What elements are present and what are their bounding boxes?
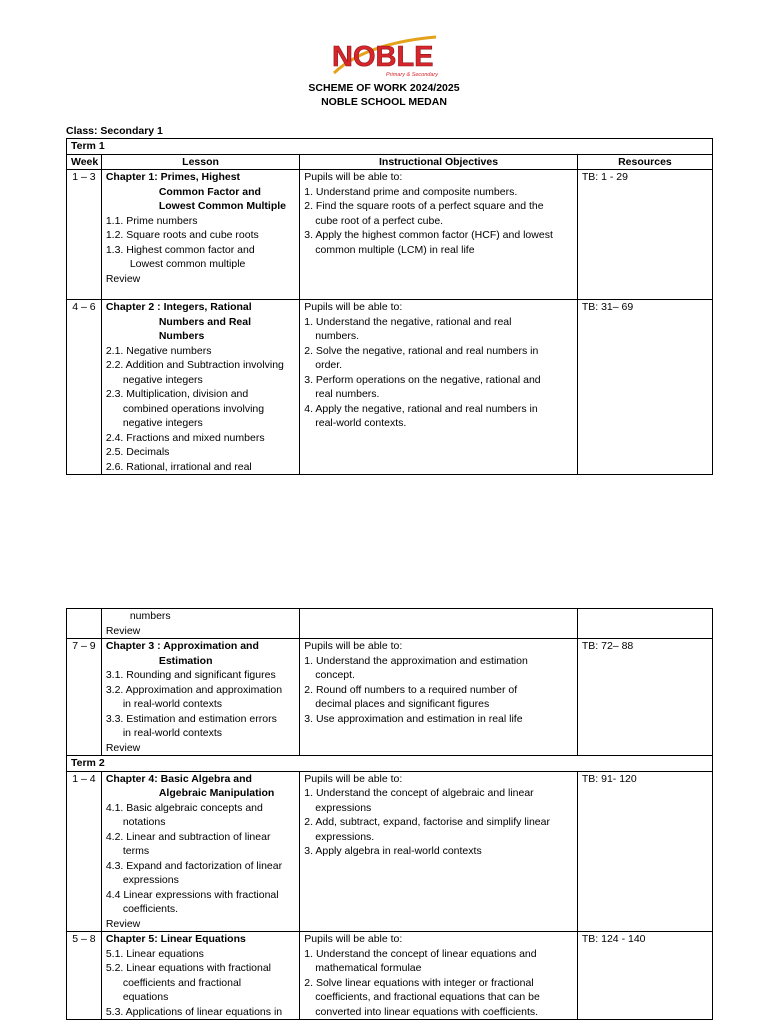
logo-word: NOBLE bbox=[332, 41, 434, 73]
review-label: Review bbox=[105, 272, 141, 285]
table-row bbox=[67, 609, 713, 639]
term-label: Term 2 bbox=[67, 756, 713, 772]
scheme-table-part1 bbox=[66, 138, 713, 475]
term-row bbox=[67, 756, 713, 772]
lesson-item: Lowest common multiple bbox=[129, 258, 246, 270]
lesson-item: 1.1. Prime numbers bbox=[105, 214, 198, 227]
lesson-header: Lesson bbox=[101, 154, 299, 170]
header-row bbox=[67, 154, 713, 170]
term-label: Term 1 bbox=[67, 139, 713, 155]
week-header: Week bbox=[67, 154, 102, 170]
resources-header: Resources bbox=[577, 154, 712, 170]
school-logo bbox=[326, 33, 444, 79]
week-cell: 1 – 4 bbox=[67, 771, 102, 932]
lesson-cell: numbers Review bbox=[101, 609, 299, 639]
resources-cell: TB: 91- 120 bbox=[577, 771, 712, 932]
class-label: Class: Secondary 1 bbox=[66, 125, 163, 137]
week-cell: 5 – 8 bbox=[67, 932, 102, 1020]
lesson-cell: Chapter 3 : Approximation and Estimation 3.1. Rounding and significant figures 3.2. Approximation and approximation in real-world contexts 3.3. Estimation and estimation errors in real-world contexts Review bbox=[101, 639, 299, 756]
lesson-item: 1.3. Highest common factor and bbox=[105, 243, 255, 256]
chapter-title: Chapter 4: Basic Algebra and Algebraic Manipulation bbox=[105, 772, 275, 799]
lesson-item: 1.2. Square roots and cube roots bbox=[105, 229, 259, 241]
chapter-title: Chapter 1: Primes, Highest Common Factor and Lowest Common Multiple bbox=[105, 171, 286, 212]
table-row bbox=[67, 170, 713, 300]
term-row bbox=[67, 139, 713, 155]
objectives-cell: Pupils will be able to: 1. Understand the concept of linear equations and mathematical formulae 2. Solve linear equations with integer or fractional coefficients, and fractional equations that can be converted into linear equations with coefficients. bbox=[300, 932, 578, 1020]
chapter-title: Chapter 5: Linear Equations bbox=[105, 933, 246, 945]
objectives-cell: Pupils will be able to: 1. Understand the concept of algebraic and linear expressions 2. Add, subtract, expand, factorise and simplify linear expressions. 3. Apply algebra in real-world contexts bbox=[300, 771, 578, 932]
week-cell: 1 – 3 bbox=[67, 170, 102, 300]
objectives-cell bbox=[300, 609, 578, 639]
objectives-header: Instructional Objectives bbox=[300, 154, 578, 170]
table-row bbox=[67, 771, 713, 932]
lesson-cell bbox=[101, 170, 299, 300]
school-name: NOBLE SCHOOL MEDAN bbox=[321, 96, 447, 108]
resources-cell: TB: 1 - 29 bbox=[577, 170, 712, 300]
table-row bbox=[67, 300, 713, 475]
resources-cell: TB: 72– 88 bbox=[577, 639, 712, 756]
document-title: SCHEME OF WORK 2024/2025 bbox=[308, 82, 460, 94]
objectives-cell: Pupils will be able to: 1. Understand the negative, rational and real numbers. 2. Solve the negative, rational and real numbers in order. 3. Perform operations on the negative, rational and real numbers. 4. Apply the negative, rational and real numbers in real-world contexts. bbox=[300, 300, 578, 475]
lesson-cell: Chapter 5: Linear Equations 5.1. Linear equations 5.2. Linear equations with fractional coefficients and fractional equations 5.3. Applications of linear equations in bbox=[101, 932, 299, 1020]
resources-cell bbox=[577, 609, 712, 639]
resources-cell: TB: 124 - 140 bbox=[577, 932, 712, 1020]
resources-cell: TB: 31– 69 bbox=[577, 300, 712, 475]
table-row bbox=[67, 639, 713, 756]
week-cell: 7 – 9 bbox=[67, 639, 102, 756]
week-cell: 4 – 6 bbox=[67, 300, 102, 475]
objectives-cell: Pupils will be able to: 1. Understand prime and composite numbers. 2. Find the square roots of a perfect square and the cube root of a perfect cube. 3. Apply the highest common factor (HCF) and lowest common multiple (LCM) in real life bbox=[300, 170, 578, 300]
lesson-cell: Chapter 2 : Integers, Rational Numbers and Real Numbers 2.1. Negative numbers 2.2. Addition and Subtraction involving negative integers 2.3. Multiplication, division and combined operations involving negative integers 2.4. Fractions and mixed numbers 2.5. Decimals 2.6. Rational, irrational and real bbox=[101, 300, 299, 475]
chapter-title: Chapter 2 : Integers, Rational Numbers and Real Numbers bbox=[105, 301, 252, 342]
chapter-title: Chapter 3 : Approximation and Estimation bbox=[105, 640, 259, 667]
objectives-cell: Pupils will be able to: 1. Understand the approximation and estimation concept. 2. Round off numbers to a required number of decimal places and significant figures 3. Use approximation and estimation in real life bbox=[300, 639, 578, 756]
lesson-cell: Chapter 4: Basic Algebra and Algebraic Manipulation 4.1. Basic algebraic concepts and notations 4.2. Linear and subtraction of linear terms 4.3. Expand and factorization of linear expressions 4.4 Linear expressions with fractional coefficients. Review bbox=[101, 771, 299, 932]
scheme-table-part2 bbox=[66, 608, 713, 1020]
logo-tagline: Primary & Secondary bbox=[386, 72, 438, 78]
table-row bbox=[67, 932, 713, 1020]
week-cell bbox=[67, 609, 102, 639]
